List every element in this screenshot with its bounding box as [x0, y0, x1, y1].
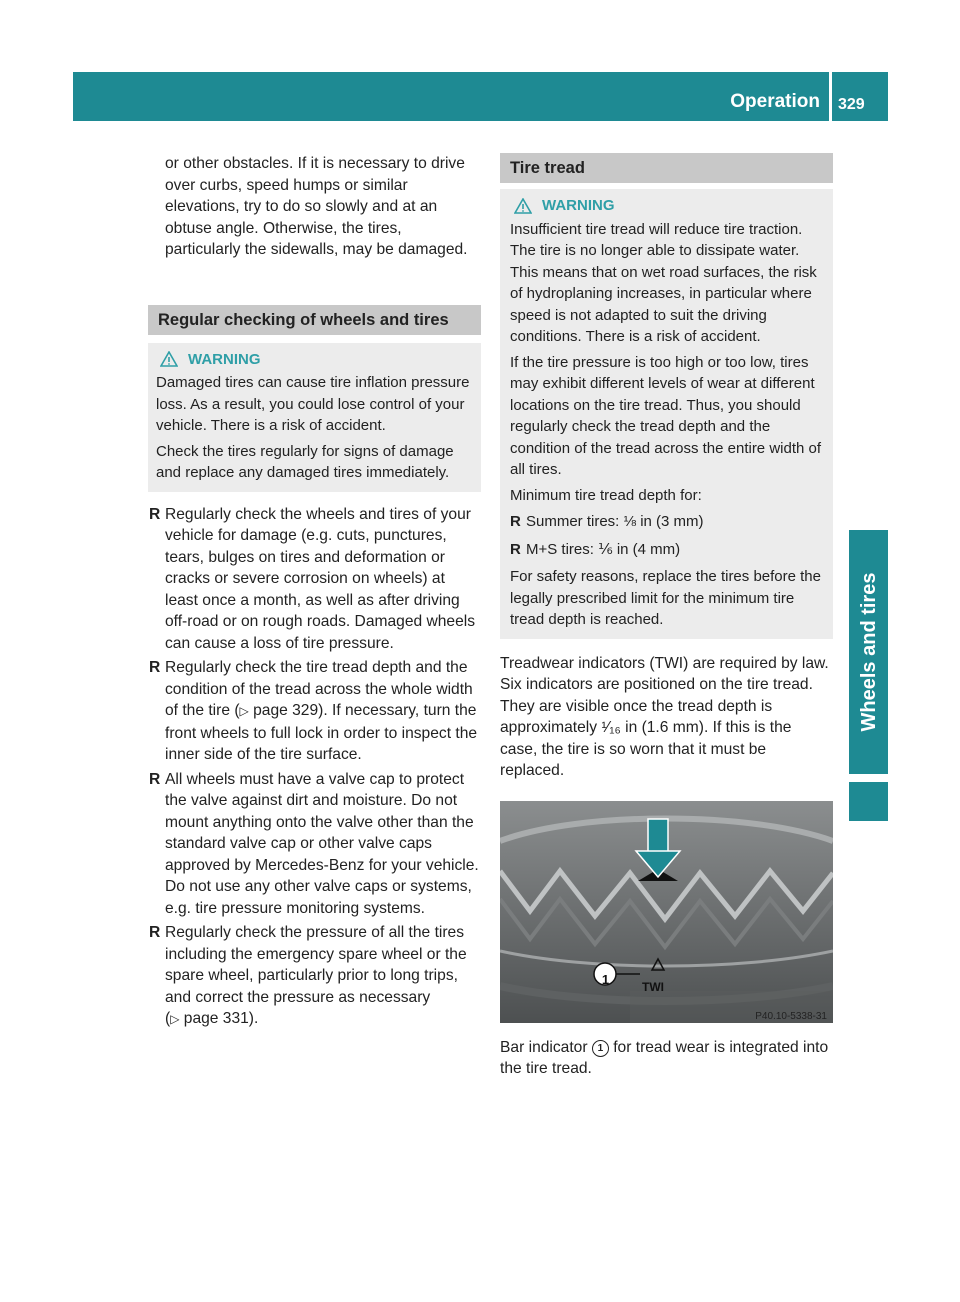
bullet-mark: R [149, 924, 161, 941]
list-item: R Summer tires: ⅛ in (3 mm) [510, 511, 827, 533]
warning-triangle-icon [160, 351, 178, 367]
warning-text: Minimum tire tread depth for: [510, 486, 702, 504]
figure-caption: Bar indicator 1 for tread wear is integrated into the tire tread. [500, 1038, 829, 1077]
right-column [500, 153, 833, 1080]
warning-box-damaged-tires [148, 343, 481, 492]
page-ref-arrow-icon: ▷ [239, 704, 249, 718]
list-item: R M+S tires: ⅙ in (4 mm) [510, 539, 827, 561]
chapter-title: Operation [730, 91, 820, 112]
list-item: R Regularly check the wheels and tires of your vehicle for damage (e.g. cuts, punctures, tears, bulges on tires and deformation or cracks or severe corrosion on wheels) at least once a month, as well as after driving off-road or on rough roads. Damaged wheels can cause a loss of tire pressure. [149, 505, 476, 652]
warning-text: If the tire pressure is too high or too low, tires may exhibit different levels of wear at different locations on the tire tread. Thus, you should regularly check the tread depth and the condition of the tread across the entire width of all tires. [510, 353, 822, 478]
intro-paragraph: or other obstacles. If it is necessary to drive over curbs, speed humps or similar elevations, try to do so slowly and at an obtuse angle. Otherwise, the tires, particularly the sidewalls, may be damaged. [165, 155, 468, 258]
warning-heading: WARNING [514, 195, 827, 217]
bullet-mark: R [149, 770, 161, 788]
side-tab-marker [849, 782, 888, 821]
callout-number: 1 [592, 1040, 609, 1057]
twi-paragraph: Treadwear indicators (TWI) are required by law. Six indicators are positioned on the tire tread. They are visible once the tread depth is approximately ¹⁄₁₆ in (1.6 mm). If this is the case, the tire is so worn that it must be replaced. [500, 654, 829, 779]
warning-box-tire-tread [500, 189, 833, 639]
warning-text: Insufficient tire tread will reduce tire traction. The tire is no longer able to dissipate water. This means that on wet road surfaces, the risk of hydroplaning increases, in particular where speed is not adapted to suit the driving conditions. There is a risk of accident. [510, 220, 817, 345]
warning-text: Check the tires regularly for signs of damage and replace any damaged tires immediately. [156, 442, 454, 481]
page-ref-arrow-icon: ▷ [170, 1012, 180, 1026]
list-item: R All wheels must have a valve cap to protect the valve against dirt and moisture. Do not mount anything onto the valve other than the standard valve cap or other valve caps approved by Mercedes-Benz for your vehicle. Do not use any other valve caps or systems, e.g. tire pressure monitoring systems. [149, 770, 479, 917]
tire-tread-illustration [500, 801, 833, 1023]
bullet-mark: R [149, 659, 161, 676]
warning-text: Damaged tires can cause tire inflation pressure loss. As a result, you could lose control of your vehicle. There is a risk of accident. [156, 374, 470, 434]
section-title-regular-checking: Regular checking of wheels and tires [148, 305, 481, 335]
bullet-mark: R [510, 513, 521, 530]
figure-code: P40.10-5338-31 [755, 1011, 827, 1022]
list-item: R Regularly check the pressure of all the tires including the emergency spare wheel or the spare wheel, particularly prior to long trips, and correct the pressure as necessary (▷ page 331). [149, 924, 467, 1027]
bullet-mark: R [149, 505, 161, 523]
warning-heading: WARNING [160, 349, 473, 371]
bullet-mark: R [510, 540, 521, 558]
callout-number: 1 [601, 972, 610, 987]
header-divider [829, 72, 832, 121]
page-number: 329 [838, 96, 865, 113]
side-tab-label: Wheels and tires [857, 572, 880, 732]
left-column [148, 153, 481, 1034]
section-title-tire-tread: Tire tread [500, 153, 833, 183]
warning-triangle-icon [514, 198, 532, 214]
page-reference-link[interactable]: page 329). If necessary, turn the front wheels to full lock in order to inspect the inner side of the tire surface. [165, 702, 478, 763]
warning-text: For safety reasons, replace the tires before the legally prescribed limit for the minimum tire tread depth is reached. [510, 568, 821, 628]
twi-label: TWI [642, 980, 664, 994]
page-reference-link[interactable]: page 331). [179, 1010, 259, 1027]
tire-tread-figure [500, 801, 833, 1023]
list-item: R Regularly check the tire tread depth and the condition of the tread across the whole width of the tire (▷ page 329). If necessary, turn the front wheels to full lock in order to inspect the inner side of the tire surface. [149, 659, 478, 763]
